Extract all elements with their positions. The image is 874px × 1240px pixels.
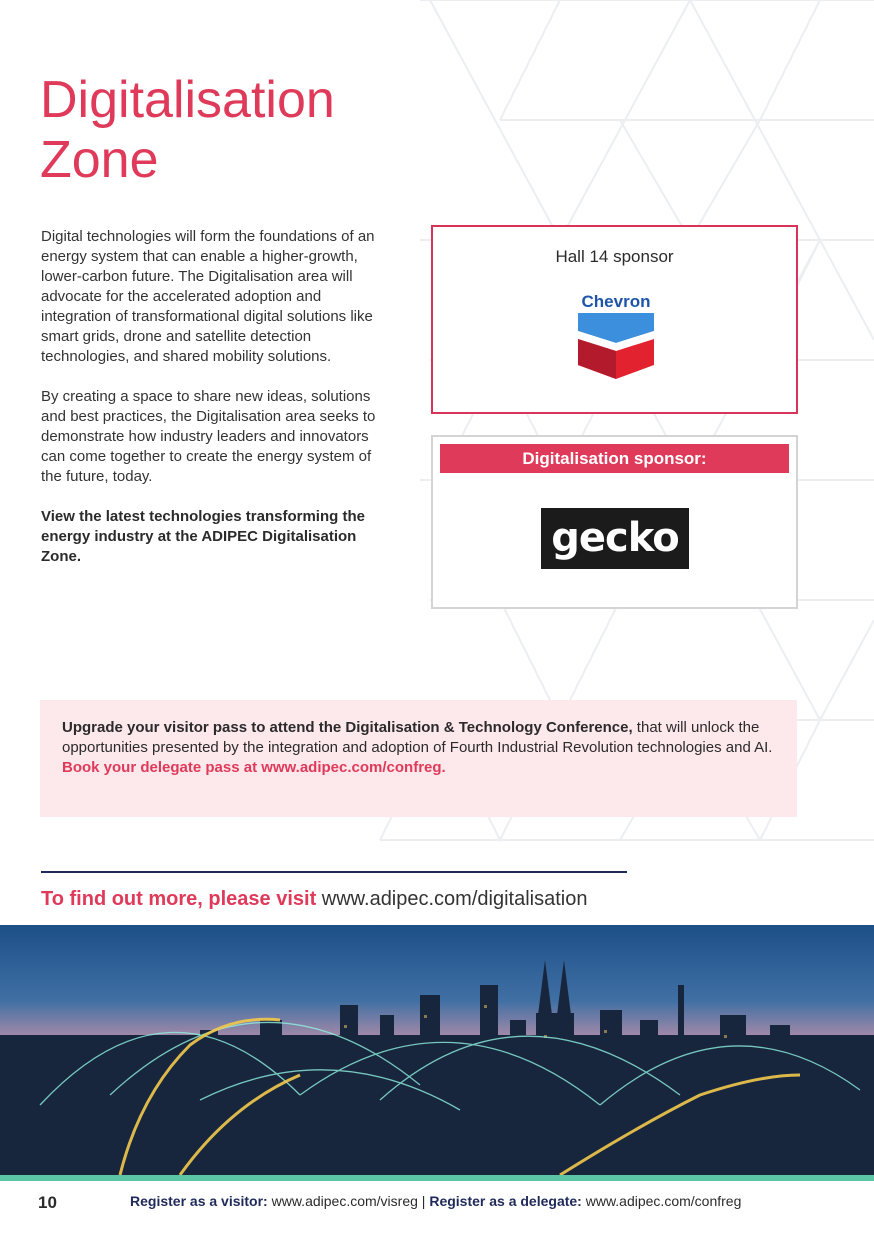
chevron-logo-text: Chevron — [581, 292, 651, 311]
city-network-image — [0, 925, 874, 1175]
intro-paragraph-2: By creating a space to share new ideas, solutions and best practices, the Digitalisation area seeks to demonstrate how industry leaders and innovators can come together to create the energy system of the future, today. — [41, 388, 376, 485]
page-number: 10 — [38, 1193, 57, 1212]
section-divider — [41, 871, 627, 873]
digitalisation-sponsor-box — [431, 435, 798, 609]
intro-paragraph-1: Digital technologies will form the foundations of an energy system that can enable a higher-growth, lower-carbon future. The Digitalisation area will advocate for the accelerated adoption and integration of transformational digital solutions like smart grids, drone and satellite detection technologies, and shared mobility solutions. — [41, 228, 375, 365]
chevron-logo-icon — [574, 291, 658, 383]
find-out-more-lead: To find out more, please visit — [41, 888, 322, 910]
title-line-2: Zone — [40, 131, 159, 189]
footer-delegate-url[interactable]: www.adipec.com/confreg — [581, 1193, 742, 1209]
footer-visitor-url[interactable]: www.adipec.com/visreg | — [267, 1193, 430, 1209]
page-footer — [0, 1181, 874, 1240]
intro-paragraph-3: View the latest technologies transforming the energy industry at the ADIPEC Digitalisation Zone. — [41, 508, 365, 565]
promo-link[interactable]: Book your delegate pass at www.adipec.com/confreg. — [62, 759, 446, 776]
page-title — [40, 70, 440, 190]
intro-text — [41, 227, 391, 587]
promo-body-text: that will unlock the opportunities presented by the integration and adoption of Fourth Industrial Revolution technologies and AI. — [62, 719, 773, 756]
promo-box — [40, 700, 797, 817]
footer-registration — [130, 1193, 741, 1209]
gecko-logo-icon: gecko — [541, 508, 689, 569]
hall-sponsor-box — [431, 225, 798, 414]
find-out-more — [41, 886, 587, 912]
footer-delegate-label: Register as a delegate: — [429, 1193, 582, 1209]
find-out-more-url[interactable]: www.adipec.com/digitalisation — [321, 888, 588, 910]
title-line-1: Digitalisation — [40, 71, 335, 129]
promo-strong-text: Upgrade your visitor pass to attend the Digitalisation & Technology Conference, — [62, 719, 633, 736]
digitalisation-sponsor-label: Digitalisation sponsor: — [440, 444, 789, 473]
hall-sponsor-label: Hall 14 sponsor — [555, 247, 674, 266]
footer-visitor-label: Register as a visitor: — [130, 1193, 268, 1209]
